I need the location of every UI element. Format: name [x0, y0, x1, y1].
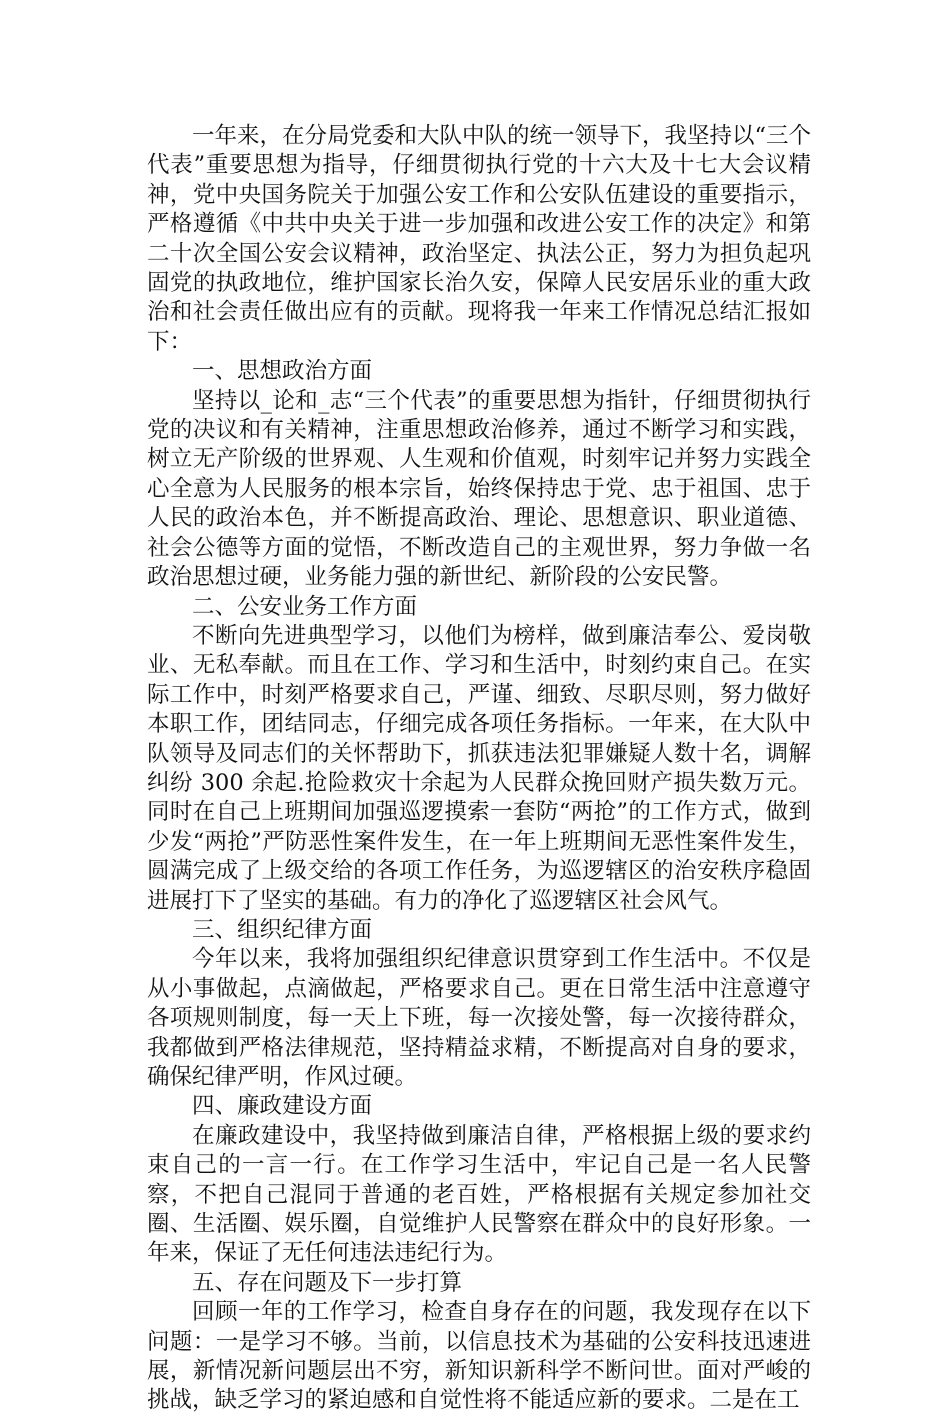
section-heading-5: 五、存在问题及下一步打算 [192, 1269, 463, 1296]
intro-paragraph: 一年来，在分局党委和大队中队的统一领导下，我坚持以“三个代表”重要思想为指导，仔细贯彻执行党的十六大及十七大会议精神，党中央国务院关于加强公安工作和公安队伍建设的重要指示，严格遵循《中共中央关于进一步加强和改进公安工作的决定》和第二十次全国公安会议精神，政治坚定、执法公正，努力为担负起巩固党的执政地位，维护国家长治久安，保障人民安居乐业的重大政治和社会责任做出应有的贡献。现将我一年来工作情况总结汇报如下： [147, 123, 812, 355]
section-paragraph-2: 不断向先进典型学习，以他们为榜样，做到廉洁奉公、爱岗敬业、无私奉献。而且在工作、学习和生活中，时刻约束自己。在实际工作中，时刻严格要求自己，严谨、细致、尽职尽则，努力做好本职工作，团结同志，仔细完成各项任务指标。一年来，在大队中队领导及同志们的关怀帮助下，抓获违法犯罪嫌疑人数十名，调解纠纷 300 余起.抢险救灾十余起为人民群众挽回财产损失数万元。同时在自己上班期间加强巡逻摸索一套防“两抢”的工作方式，做到少发“两抢”严防恶性案件发生，在一年上班期间无恶性案件发生，圆满完成了上级交给的各项工作任务，为巡逻辖区的治安秩序稳固进展打下了坚实的基础。有力的净化了巡逻辖区社会风气。 [147, 622, 811, 914]
section-heading-4: 四、廉政建设方面 [192, 1093, 373, 1120]
section-paragraph-1: 坚持以_论和_志“三个代表”的重要思想为指针，仔细贯彻执行党的决议和有关精神，注重思想政治修养，通过不断学习和实践，树立无产阶级的世界观、人生观和价值观，时刻牢记并努力实践全心全意为人民服务的根本宗旨，始终保持忠于党、忠于祖国、忠于人民的政治本色，并不断提高政治、理论、思想意识、职业道德、社会公德等方面的觉悟，不断改造自己的主观世界，努力争做一名政治思想过硬，业务能力强的新世纪、新阶段的公安民警。 [147, 387, 811, 591]
section-heading-3: 三、组织纪律方面 [192, 916, 373, 943]
section-heading-1: 一、思想政治方面 [192, 358, 373, 385]
section-heading-2: 二、公安业务工作方面 [192, 593, 418, 620]
section-paragraph-5: 回顾一年的工作学习，检查自身存在的问题，我发现存在以下问题：一是学习不够。当前，以信息技术为基础的公安科技迅速进展，新情况新问题层出不穷，新知识新科学不断问世。面对严峻的挑战，缺乏学习的紧迫感和自觉性将不能适应新的要求。二是在工 [147, 1299, 811, 1414]
document-body [147, 122, 811, 1416]
section-paragraph-4: 在廉政建设中，我坚持做到廉洁自律，严格根据上级的要求约束自己的一言一行。在工作学习生活中，牢记自己是一名人民警察，不把自己混同于普通的老百姓，严格根据有关规定参加社交圈、生活圈、娱乐圈，自觉维护人民警察在群众中的良好形象。一年来，保证了无任何违法违纪行为。 [147, 1122, 811, 1267]
section-paragraph-3: 今年以来，我将加强组织纪律意识贯穿到工作生活中。不仅是从小事做起，点滴做起，严格要求自己。更在日常生活中注意遵守各项规则制度，每一天上下班，每一次接处警，每一次接待群众，我都做到严格法律规范，坚持精益求精，不断提高对自身的要求，确保纪律严明，作风过硬。 [147, 946, 811, 1090]
